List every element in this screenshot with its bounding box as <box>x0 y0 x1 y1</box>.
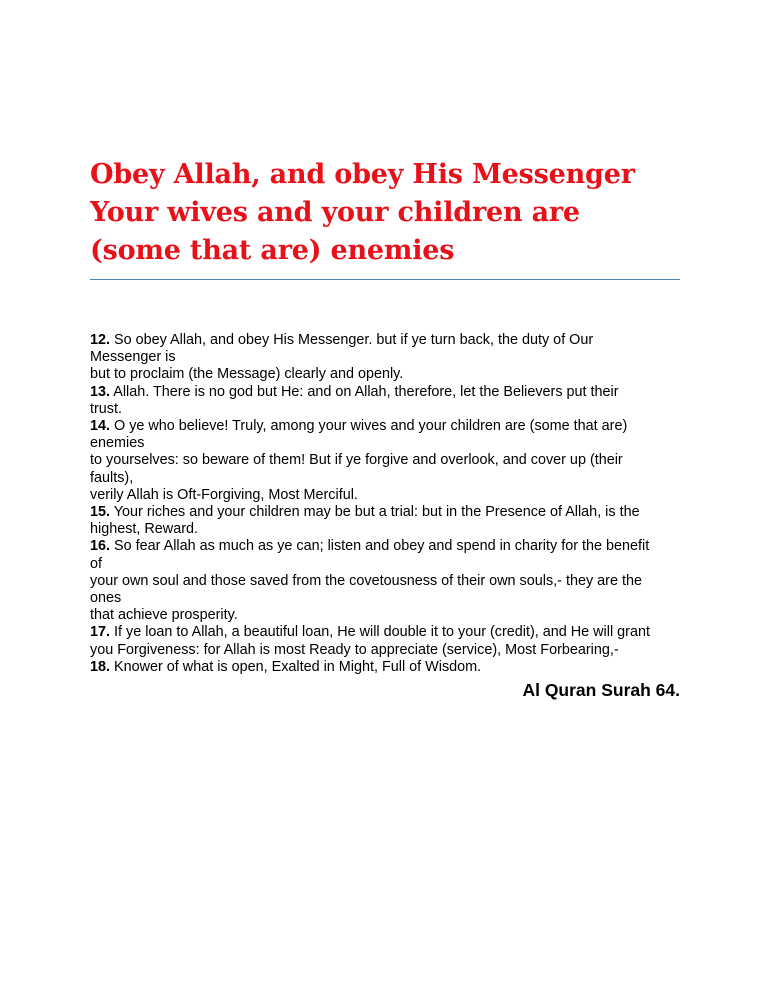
verse-line-text: ones <box>90 590 122 607</box>
verse-line <box>90 538 680 555</box>
verse-line <box>90 452 680 469</box>
verse-line <box>90 521 680 538</box>
verse-line <box>90 504 680 521</box>
verse-number: 17. <box>90 624 111 641</box>
verse-line <box>90 659 680 676</box>
verse-number: 13. <box>90 383 111 400</box>
verse-number: 14. <box>90 418 111 435</box>
verse-line <box>90 573 680 590</box>
verse-line-text: O ye who believe! Truly, among your wives and your children are (some that are) <box>110 418 628 435</box>
verse-line-text: So fear Allah as much as ye can; listen and obey and spend in charity for the benefit <box>110 538 650 555</box>
title-line: (some that are) enemies <box>90 235 455 266</box>
verse-line-text: verily Allah is Oft-Forgiving, Most Merciful. <box>90 486 358 503</box>
verse-line <box>90 349 680 366</box>
title-divider <box>90 279 680 280</box>
verse-line-text: Knower of what is open, Exalted in Might, Full of Wisdom. <box>110 658 482 675</box>
verse-line-text: trust. <box>90 400 122 417</box>
verse-line-text: If ye loan to Allah, a beautiful loan, He will double it to your (credit), and He will grant <box>110 624 650 641</box>
verse-line <box>90 418 680 435</box>
title-line: Obey Allah, and obey His Messenger <box>90 159 635 190</box>
verse-line <box>90 624 680 641</box>
verse-line <box>90 590 680 607</box>
verse-text <box>90 332 680 676</box>
verse-line <box>90 487 680 504</box>
verse-line-text: So obey Allah, and obey His Messenger. but if ye turn back, the duty of Our <box>110 332 594 348</box>
verse-line <box>90 366 680 383</box>
verse-number: 15. <box>90 504 111 521</box>
verse-line-text: but to proclaim (the Message) clearly and openly. <box>90 366 404 383</box>
verse-line-text: faults), <box>90 469 134 486</box>
verse-line-text: Your riches and your children may be but a trial: but in the Presence of Allah, is the <box>110 504 640 521</box>
verse-line-text: enemies <box>90 435 145 452</box>
verse-line-text: that achieve prosperity. <box>90 607 238 624</box>
title-line: Your wives and your children are <box>90 197 580 228</box>
verse-line-text: you Forgiveness: for Allah is most Ready to appreciate (service), Most Forbearing,- <box>90 641 619 658</box>
verse-line-text: to yourselves: so beware of them! But if ye forgive and overlook, and cover up (their <box>90 452 623 469</box>
verse-line <box>90 642 680 659</box>
source-citation: Al Quran Surah 64. <box>522 680 680 701</box>
document-page <box>90 156 680 701</box>
verse-line <box>90 384 680 401</box>
verse-line <box>90 556 680 573</box>
verse-number: 16. <box>90 538 111 555</box>
verse-number: 12. <box>90 332 111 348</box>
verse-line-text: Messenger is <box>90 349 176 366</box>
verse-line <box>90 401 680 418</box>
verse-line-text: highest, Reward. <box>90 521 198 538</box>
verse-line <box>90 470 680 487</box>
verse-line <box>90 332 680 349</box>
verse-line-text: Allah. There is no god but He: and on Allah, therefore, let the Believers put their <box>110 383 619 400</box>
verse-line <box>90 607 680 624</box>
verse-number: 18. <box>90 658 111 675</box>
verse-line-text: of <box>90 555 103 572</box>
document-title <box>90 156 680 270</box>
verse-line-text: your own soul and those saved from the covetousness of their own souls,- they are the <box>90 572 642 589</box>
verse-line <box>90 435 680 452</box>
